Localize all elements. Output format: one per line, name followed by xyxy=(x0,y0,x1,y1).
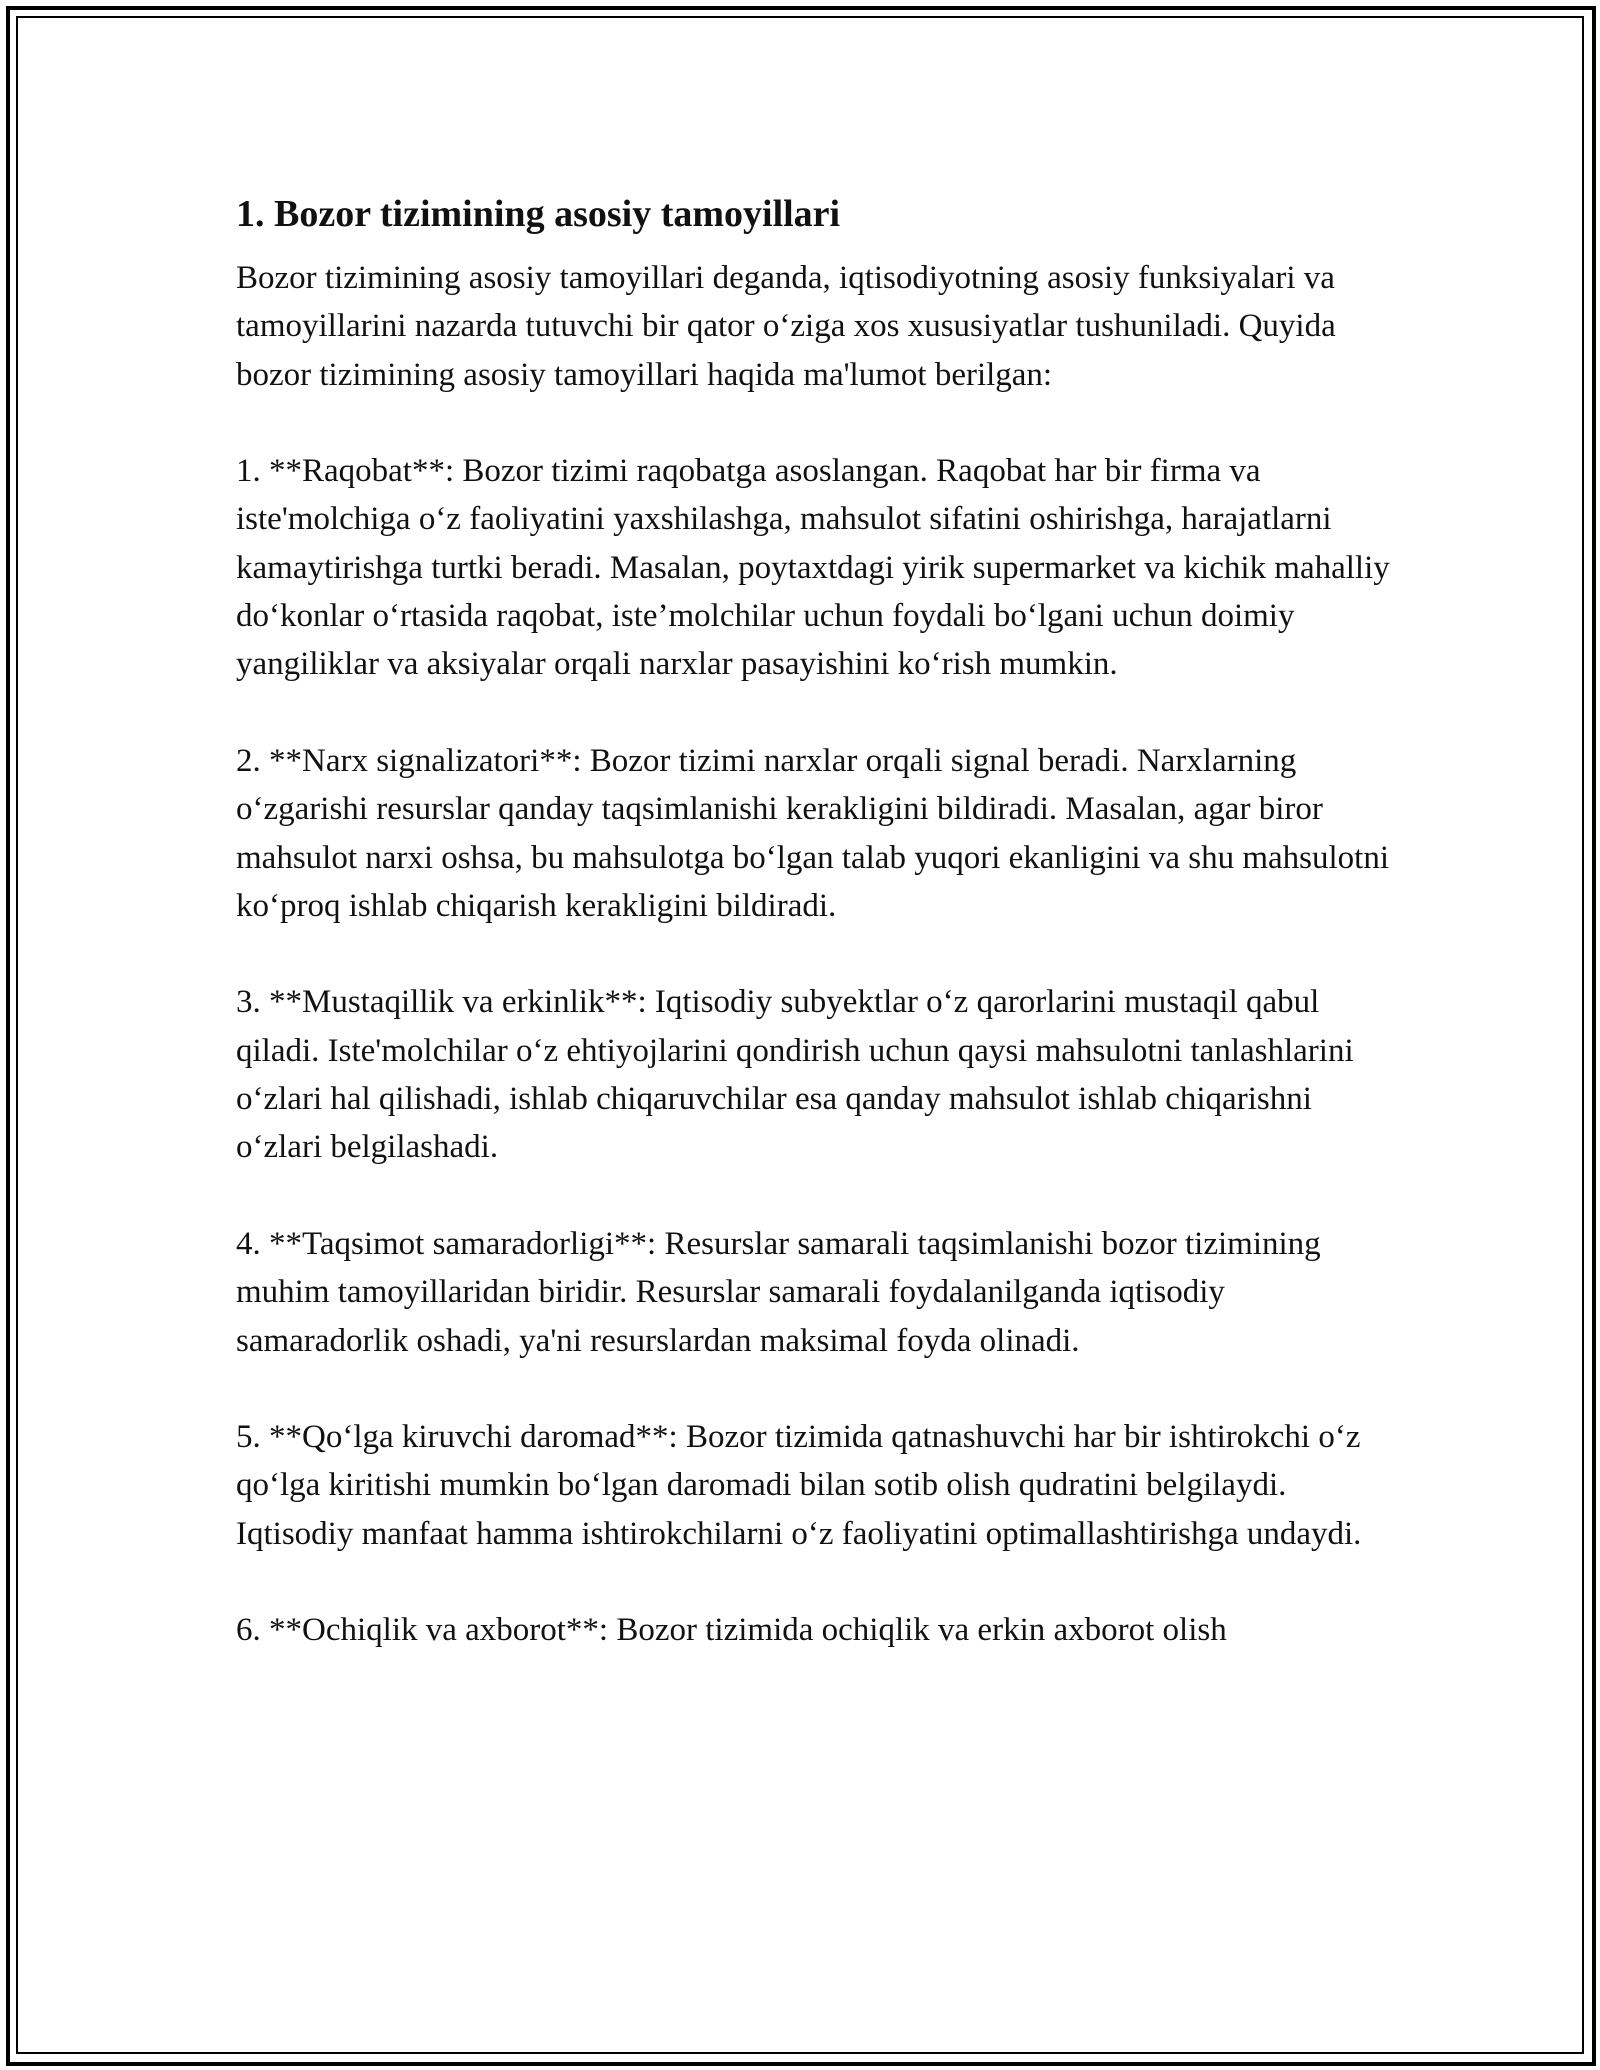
section-heading: 1. Bozor tizimining asosiy tamoyillari xyxy=(236,193,841,235)
intro-paragraph: Bozor tizimining asosiy tamoyillari deganda, iqtisodiyotning asosiy funksiyalari va tamoyillarini nazarda tutuvchi bir qator o‘ziga xos xususiyatlar tushuniladi. Quyida bozor tizimining asosiy tamoyillari haqida ma'lumot berilgan: xyxy=(236,260,1336,393)
paragraph-narx-signalizatori: 2. **Narx signalizatori**: Bozor tizimi narxlar orqali signal beradi. Narxlarning o‘zgarishi resurslar qanday taqsimlanishi kerakligini bildiradi. Masalan, agar biror mahsulot narxi oshsa, bu mahsulotga bo‘lgan talab yuqori ekanligini va shu mahsulotni ko‘proq ishlab chiqarish kerakligini bildiradi. xyxy=(236,742,1389,924)
paragraph-raqobat: 1. **Raqobat**: Bozor tizimi raqobatga asoslangan. Raqobat har bir firma va iste'molchiga o‘z faoliyatini yaxshilashga, mahsulot sifatini oshirishga, harajatlarni kamaytirishga turtki beradi. Masalan, poytaxtdagi yirik supermarket va kichik mahalliy do‘konlar o‘rtasida raqobat, iste’molchilar uchun foydali bo‘lgani uchun doimiy yangiliklar va aksiyalar orqali narxlar pasayishini ko‘rish mumkin. xyxy=(236,453,1390,683)
paragraph-daromad: 5. **Qo‘lga kiruvchi daromad**: Bozor tizimida qatnashuvchi har bir ishtirokchi o‘z qo‘lga kiritishi mumkin bo‘lgan daromadi bilan sotib olish qudratini belgilaydi. Iqtisodiy manfaat hamma ishtirokchilarni o‘z faoliyatini optimallashtirishga undaydi. xyxy=(236,1419,1362,1552)
paragraph-mustaqillik: 3. **Mustaqillik va erkinlik**: Iqtisodiy subyektlar o‘z qarorlarini mustaqil qabul qiladi. Iste'molchilar o‘z ehtiyojlarini qondirish uchun qaysi mahsulotni tanlashlarini o‘zlari hal qilishadi, ishlab chiqaruvchilar esa qanday mahsulot ishlab chiqarishni o‘zlari belgilashadi. xyxy=(236,984,1354,1166)
document-body xyxy=(236,186,1396,1655)
paragraph-taqsimot: 4. **Taqsimot samaradorligi**: Resurslar samarali taqsimlanishi bozor tizimining muhim tamoyillaridan biridir. Resurslar samarali foydalanilganda iqtisodiy samaradorlik oshadi, ya'ni resurslardan maksimal foyda olinadi. xyxy=(236,1225,1321,1359)
paragraph-ochiqlik: 6. **Ochiqlik va axborot**: Bozor tizimida ochiqlik va erkin axborot olish xyxy=(236,1612,1227,1649)
